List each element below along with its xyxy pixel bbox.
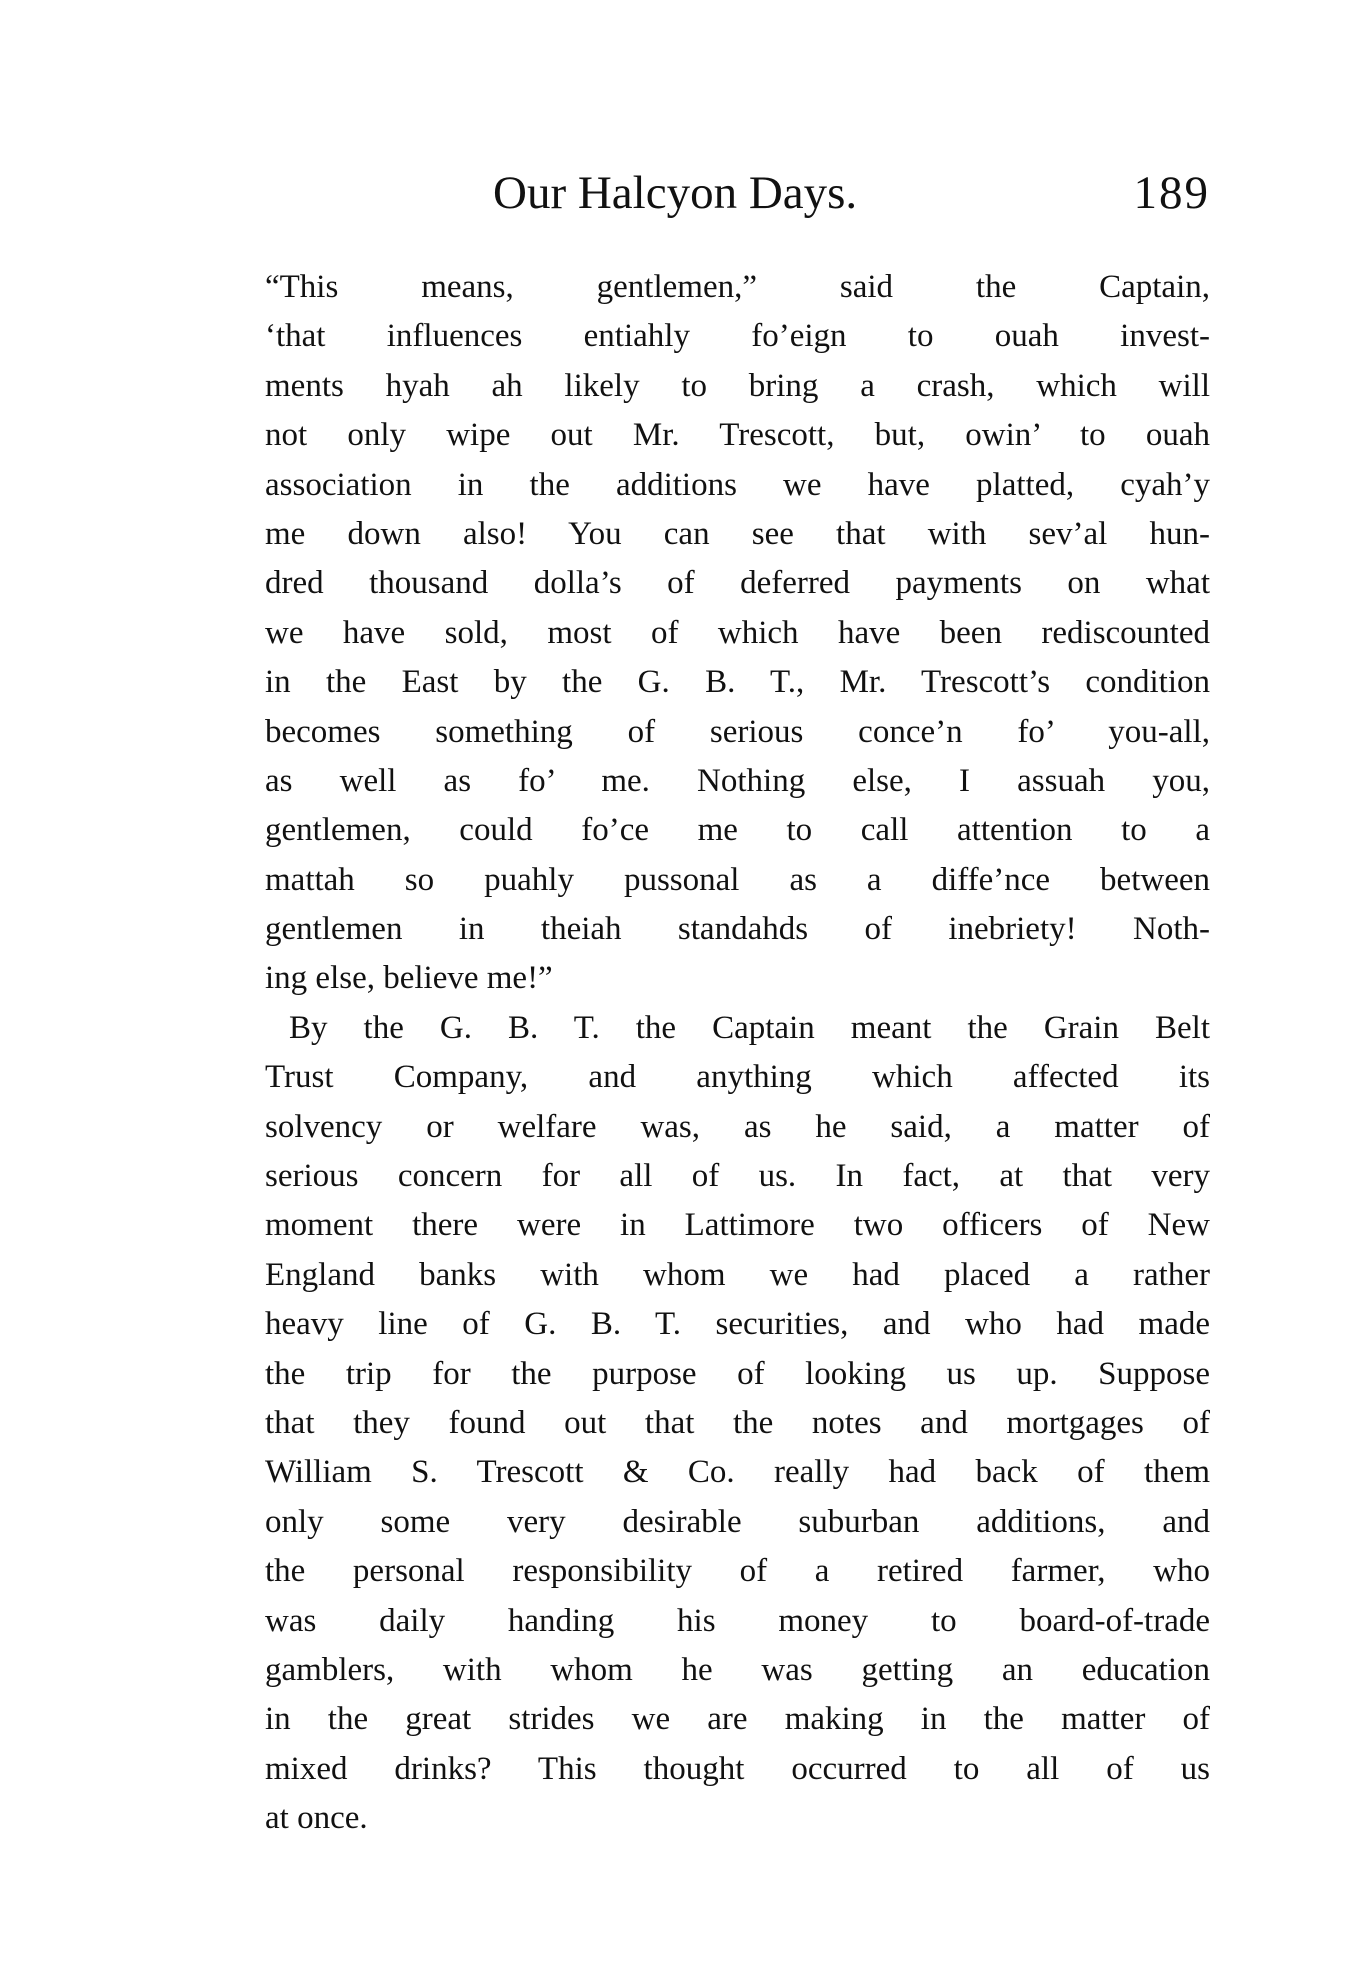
text-line: heavy line of G. B. T. securities, and who had made bbox=[265, 1306, 1210, 1343]
text-line: mattah so puahly pussonal as a diffe’nce between bbox=[265, 861, 1210, 898]
text-line: ing else, believe me!” bbox=[265, 960, 553, 997]
page-body bbox=[265, 263, 1210, 1844]
text-line: not only wipe out Mr. Trescott, but, owin’ to ouah bbox=[265, 417, 1210, 454]
text-line: in the East by the G. B. T., Mr. Trescott’s condition bbox=[265, 664, 1210, 701]
text-line: solvency or welfare was, as he said, a matter of bbox=[265, 1108, 1210, 1145]
text-line: the trip for the purpose of looking us up. Suppose bbox=[265, 1355, 1210, 1392]
text-line: moment there were in Lattimore two officers of New bbox=[265, 1207, 1210, 1244]
text-line: dred thousand dolla’s of deferred payments on what bbox=[265, 565, 1210, 602]
text-line: the personal responsibility of a retired farmer, who bbox=[265, 1553, 1210, 1590]
text-line: was daily handing his money to board-of-trade bbox=[265, 1602, 1210, 1639]
text-line: me down also! You can see that with sev’al hun- bbox=[265, 515, 1210, 552]
text-line: gamblers, with whom he was getting an education bbox=[265, 1651, 1210, 1688]
text-line: only some very desirable suburban additions, and bbox=[265, 1503, 1210, 1540]
text-line: in the great strides we are making in the matter of bbox=[265, 1701, 1210, 1738]
page-number: 189 bbox=[1133, 167, 1210, 219]
text-line: serious concern for all of us. In fact, at that very bbox=[265, 1158, 1210, 1195]
text-line: Trust Company, and anything which affected its bbox=[265, 1059, 1210, 1096]
text-line: By the G. B. T. the Captain meant the Grain Belt bbox=[289, 1009, 1210, 1046]
text-line: we have sold, most of which have been rediscounted bbox=[265, 614, 1210, 651]
text-line: “This means, gentlemen,” said the Captain, bbox=[265, 269, 1210, 305]
text-line: William S. Trescott & Co. really had back of them bbox=[265, 1454, 1210, 1491]
text-line: that they found out that the notes and mortgages of bbox=[265, 1404, 1210, 1441]
text-line: as well as fo’ me. Nothing else, I assuah you, bbox=[265, 762, 1210, 799]
text-line: gentlemen, could fo’ce me to call attention to a bbox=[265, 812, 1210, 849]
text-line: becomes something of serious conce’n fo’ you-all, bbox=[265, 713, 1210, 750]
text-line: mixed drinks? This thought occurred to all of us bbox=[265, 1750, 1210, 1787]
text-line: England banks with whom we had placed a rather bbox=[265, 1256, 1210, 1293]
text-line: at once. bbox=[265, 1800, 368, 1837]
text-line: ‘that influences entiahly fo’eign to ouah invest- bbox=[265, 318, 1210, 355]
text-line: ments hyah ah likely to bring a crash, which will bbox=[265, 367, 1210, 404]
running-title: Our Halcyon Days. bbox=[493, 167, 858, 219]
text-line: association in the additions we have platted, cyah’y bbox=[265, 466, 1210, 503]
text-line: gentlemen in theiah standahds of inebriety! Noth- bbox=[265, 911, 1210, 948]
running-header bbox=[265, 166, 1210, 236]
